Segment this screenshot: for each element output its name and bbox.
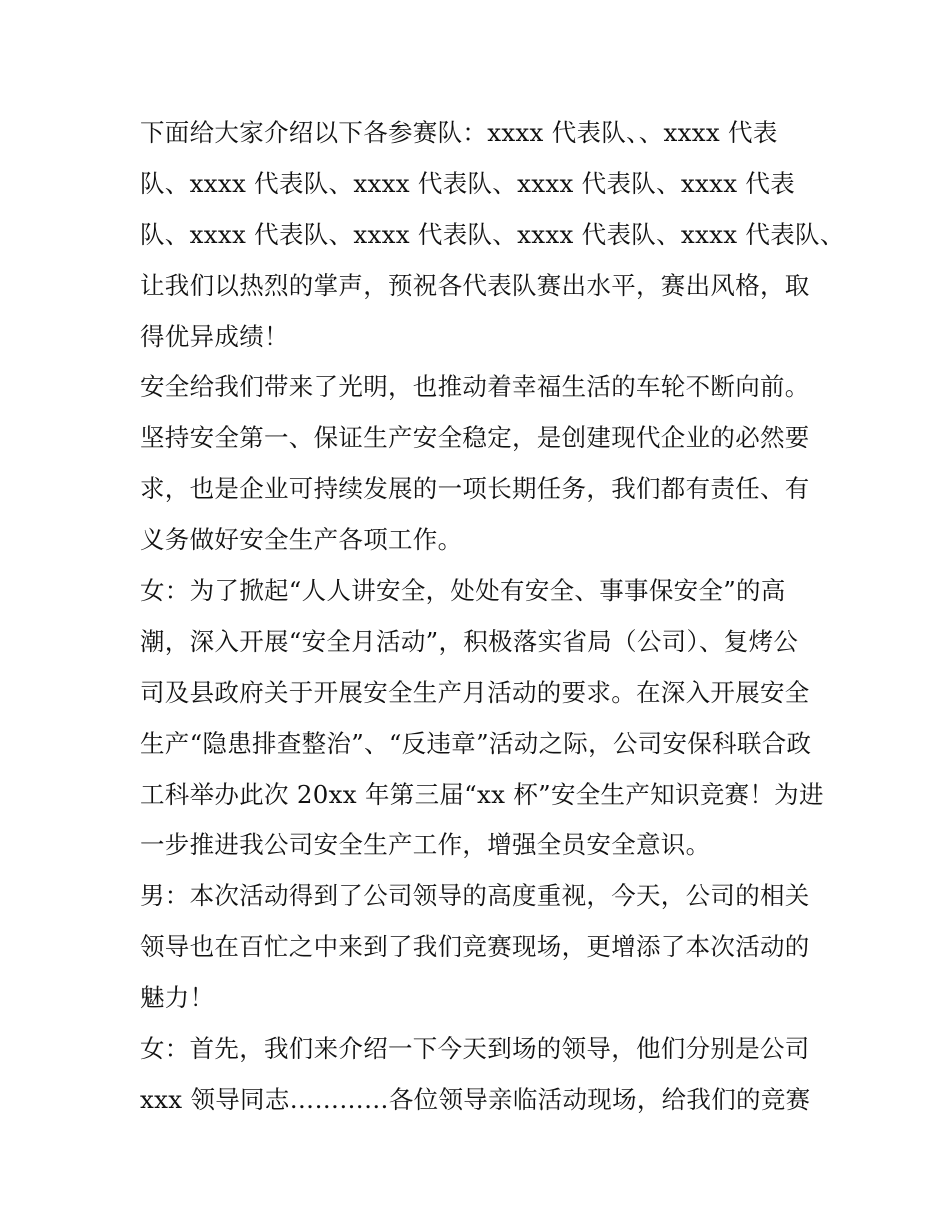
text-line: 让我们以热烈的掌声，预祝各代表队赛出水平，赛出风格，取 — [140, 270, 810, 300]
text-line: 女：首先，我们来介绍一下今天到场的领导，他们分别是公司 — [140, 1034, 810, 1064]
text-line: 魅力！ — [140, 983, 215, 1013]
text-line: 安全给我们带来了光明，也推动着幸福生活的车轮不断向前。 — [140, 372, 810, 402]
document-body — [140, 108, 845, 1126]
text-line: 男：本次活动得到了公司领导的高度重视，今天，公司的相关 — [140, 881, 810, 911]
text-line: 工科举办此次 20xx 年第三届“xx 杯”安全生产知识竞赛！为进 — [140, 779, 824, 809]
text-line: 队、xxxx 代表队、xxxx 代表队、xxxx 代表队、xxxx 代表 — [140, 168, 796, 198]
text-line: 女：为了掀起“人人讲安全，处处有安全、事事保安全”的高 — [140, 576, 786, 606]
text-line: 义务做好安全生产各项工作。 — [140, 525, 463, 555]
text-line: xxx 领导同志…………各位领导亲临活动现场，给我们的竞赛 — [140, 1084, 811, 1114]
text-line: 司及县政府关于开展安全生产月活动的要求。在深入开展安全 — [140, 677, 810, 707]
text-line: 求，也是企业可持续发展的一项长期任务，我们都有责任、有 — [140, 474, 810, 504]
text-line: 领导也在百忙之中来到了我们竞赛现场，更增添了本次活动的 — [140, 932, 810, 962]
text-line: 下面给大家介绍以下各参赛队：xxxx 代表队、、xxxx 代表 — [140, 118, 778, 147]
text-line: 队、xxxx 代表队、xxxx 代表队、xxxx 代表队、xxxx 代表队、 — [140, 219, 845, 249]
text-line: 一步推进我公司安全生产工作，增强全员安全意识。 — [140, 830, 711, 860]
text-line: 潮，深入开展“安全月活动”，积极落实省局（公司）、复烤公 — [140, 626, 799, 656]
text-line: 坚持安全第一、保证生产安全稳定，是创建现代企业的必然要 — [140, 423, 810, 453]
text-line: 得优异成绩！ — [140, 321, 289, 351]
text-line: 生产“隐患排查整治”、“反违章”活动之际，公司安保科联合政 — [140, 728, 812, 758]
